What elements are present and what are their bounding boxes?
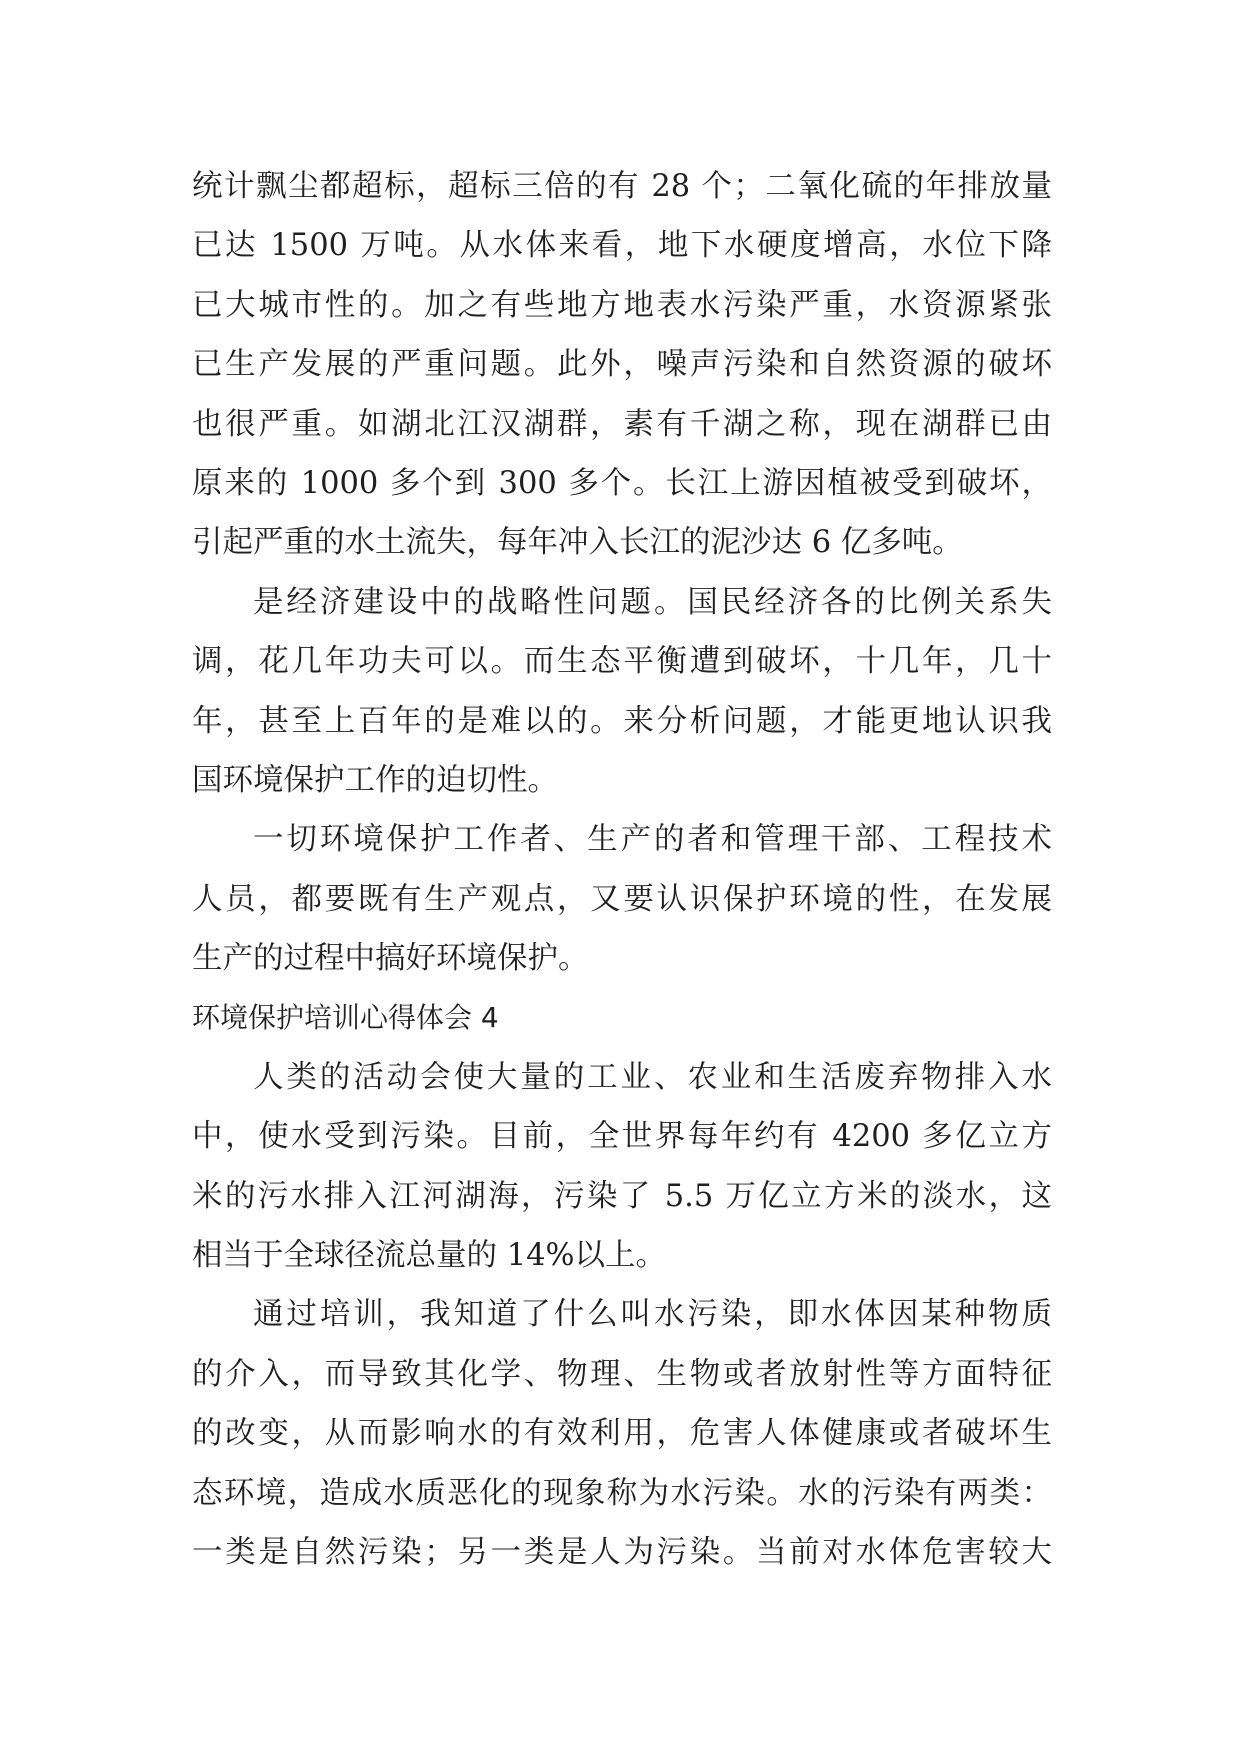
- section-title: 环境保护培训心得体会 4: [192, 1001, 499, 1035]
- text-line: 也很严重。如湖北江汉湖群，素有千湖之称，现在湖群已由: [192, 406, 1052, 442]
- text-line: 国环境保护工作的迫切性。: [192, 762, 558, 798]
- text-line: 米的污水排入江河湖海，污染了 5.5 万亿立方米的淡水，这: [192, 1178, 1052, 1214]
- text-line: 一类是自然污染；另一类是人为污染。当前对水体危害较大: [192, 1534, 1052, 1570]
- text-line: 已生产发展的严重问题。此外，噪声污染和自然资源的破坏: [192, 347, 1052, 383]
- text-line: 人类的活动会使大量的工业、农业和生活废弃物排入水: [253, 1059, 1052, 1095]
- text-line: 相当于全球径流总量的 14%以上。: [192, 1238, 666, 1274]
- text-line: 已大城市性的。加之有些地方地表水污染严重，水资源紧张: [192, 287, 1052, 323]
- text-line: 调，花几年功夫可以。而生态平衡遭到破坏，十几年，几十: [192, 644, 1052, 680]
- text-line: 通过培训，我知道了什么叫水污染，即水体因某种物质: [253, 1297, 1052, 1333]
- paragraph-1: [192, 157, 1052, 573]
- paragraph-2: [192, 573, 1052, 811]
- text-line: 是经济建设中的战略性问题。国民经济各的比例关系失: [253, 584, 1052, 620]
- text-line: 一切环境保护工作者、生产的者和管理干部、工程技术: [253, 822, 1052, 858]
- text-line: 原来的 1000 多个到 300 多个。长江上游因植被受到破坏，: [192, 465, 1052, 501]
- text-line: 中，使水受到污染。目前，全世界每年约有 4200 多亿立方: [192, 1119, 1052, 1155]
- section-paragraph-2: [192, 1285, 1052, 1582]
- text-line: 生产的过程中搞好环境保护。: [192, 941, 589, 977]
- text-line: 引起严重的水土流失，每年冲入长江的泥沙达 6 亿多吨。: [192, 525, 963, 561]
- text-line: 人员，都要既有生产观点，又要认识保护环境的性，在发展: [192, 881, 1052, 917]
- text-line: 已达 1500 万吨。从水体来看，地下水硬度增高，水位下降: [192, 228, 1052, 264]
- text-line: 的介入，而导致其化学、物理、生物或者放射性等方面特征: [192, 1356, 1052, 1392]
- text-line: 的改变，从而影响水的有效利用，危害人体健康或者破坏生: [192, 1416, 1052, 1452]
- text-line: 态环境，造成水质恶化的现象称为水污染。水的污染有两类：: [192, 1475, 1052, 1511]
- section-paragraph-1: [192, 1048, 1052, 1286]
- document-body: [192, 157, 1052, 1582]
- text-line: 年，甚至上百年的是难以的。来分析问题，才能更地认识我: [192, 703, 1052, 739]
- text-line: 统计飘尘都超标，超标三倍的有 28 个；二氧化硫的年排放量: [192, 169, 1052, 204]
- paragraph-3: [192, 810, 1052, 988]
